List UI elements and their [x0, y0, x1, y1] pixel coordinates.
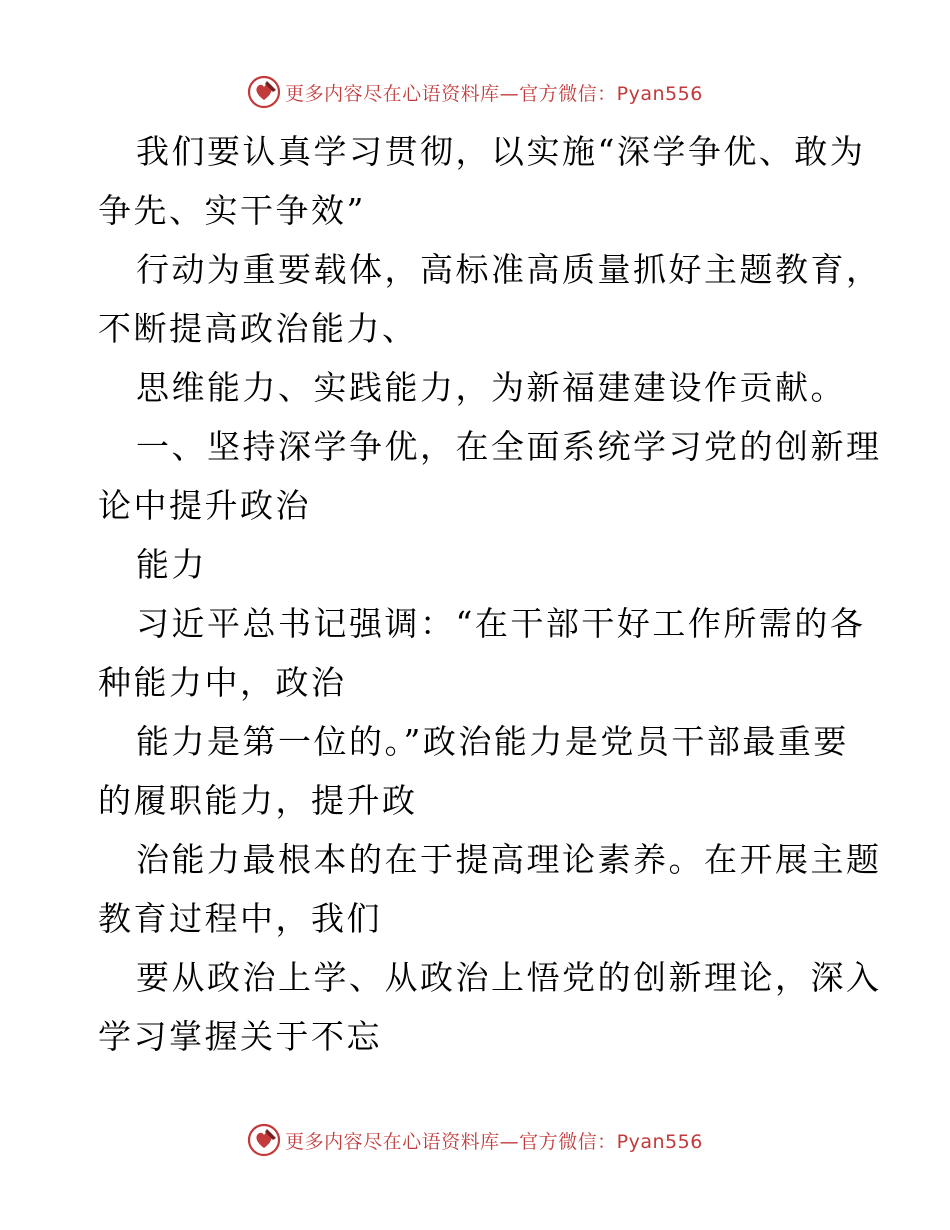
heart-pen-logo-icon — [247, 1123, 281, 1157]
body-line: 要从政治上学、从政治上悟党的创新理论，深入 — [136, 958, 882, 997]
body-line: 行动为重要载体，高标准高质量抓好主题教育， — [136, 250, 882, 289]
body-line: 能力是第一位的。”政治能力是党员干部最重要 — [136, 722, 849, 761]
footer-banner-text: 更多内容尽在心语资料库—官方微信：Pyan556 — [285, 1130, 703, 1153]
footer-banner — [0, 1120, 950, 1160]
body-line: 不断提高政治能力、 — [98, 309, 418, 348]
body-line: 争先、实干争效” — [98, 191, 366, 230]
body-line: 种能力中，政治 — [98, 663, 347, 702]
section-heading-line: 能力 — [136, 545, 207, 584]
heart-pen-logo-icon — [247, 75, 281, 109]
body-line: 教育过程中，我们 — [98, 899, 382, 938]
body-line: 治能力最根本的在于提高理论素养。在开展主题 — [136, 840, 882, 879]
body-line: 学习掌握关于不忘 — [98, 1017, 382, 1056]
body-line: 思维能力、实践能力，为新福建建设作贡献。 — [136, 368, 846, 407]
body-line: 的履职能力，提升政 — [98, 781, 418, 820]
header-banner-text: 更多内容尽在心语资料库—官方微信：Pyan556 — [285, 82, 703, 105]
section-heading-line: 论中提升政治 — [98, 486, 311, 525]
document-body — [98, 122, 882, 1066]
header-banner — [0, 72, 950, 112]
section-heading-line: 一、坚持深学争优，在全面系统学习党的创新理 — [136, 427, 882, 466]
body-line: 我们要认真学习贯彻，以实施“深学争优、敢为 — [136, 132, 866, 171]
body-line: 习近平总书记强调：“在干部干好工作所需的各 — [136, 604, 866, 643]
